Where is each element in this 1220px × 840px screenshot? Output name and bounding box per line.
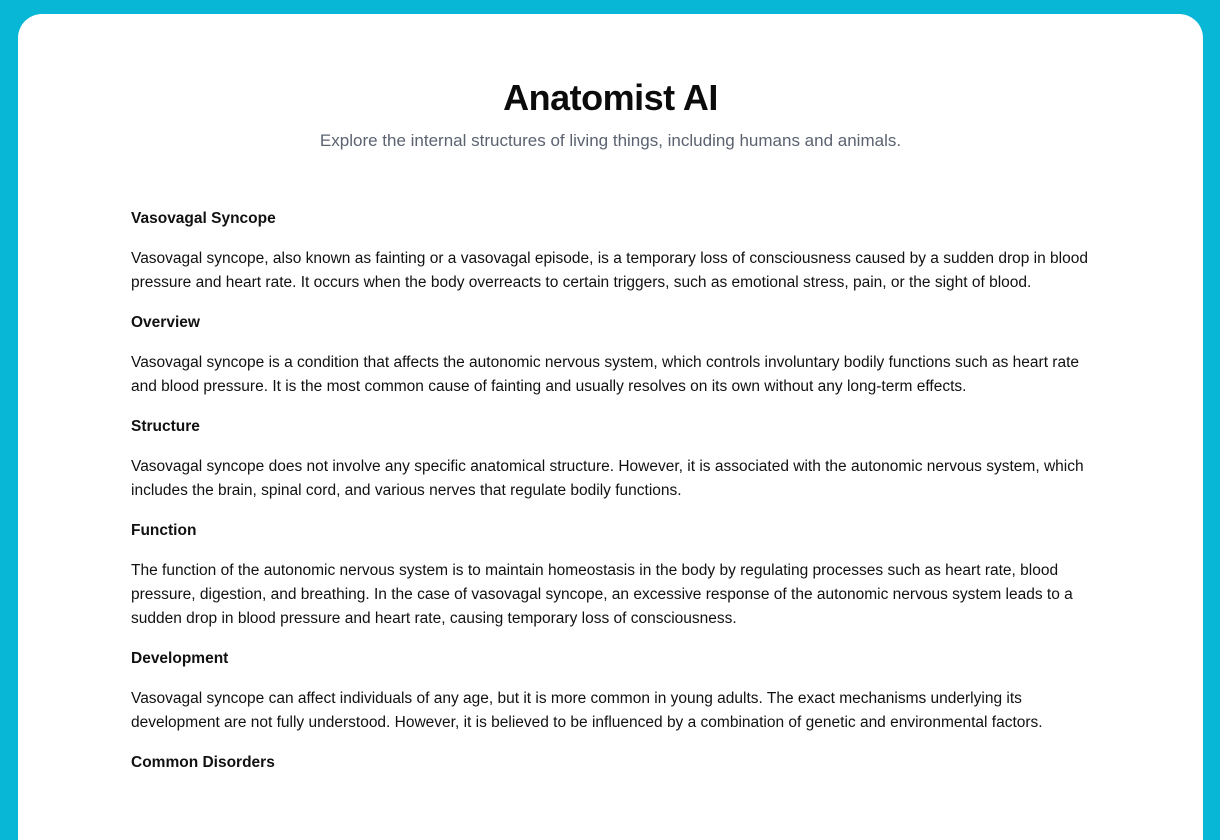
section-function	[131, 519, 1093, 631]
section-heading: Vasovagal Syncope	[131, 210, 276, 227]
main-card	[18, 14, 1203, 840]
app-subtitle: Explore the internal structures of living things, including humans and animals.	[319, 131, 902, 150]
section-paragraph: Vasovagal syncope, also known as fainting or a vasovagal episode, is a temporary loss of consciousness caused by a sudden drop in blood pressure and heart rate. It occurs when the body overreacts to certain triggers, such as emotional stress, pain, or the sight of blood.	[131, 250, 1088, 291]
section-paragraph: Vasovagal syncope does not involve any specific anatomical structure. However, it is associated with the autonomic nervous system, which includes the brain, spinal cord, and various nerves that regulate bodily functions.	[131, 458, 1084, 499]
article-content	[131, 207, 1093, 775]
header	[18, 14, 1203, 152]
section-paragraph: Vasovagal syncope can affect individuals of any age, but it is more common in young adults. The exact mechanisms underlying its development are not fully understood. However, it is believed to be influenced by a combination of genetic and environmental factors.	[131, 690, 1043, 731]
section-heading: Common Disorders	[131, 754, 275, 771]
app-title: Anatomist AI	[503, 77, 718, 118]
section-paragraph: The function of the autonomic nervous system is to maintain homeostasis in the body by regulating processes such as heart rate, blood pressure, digestion, and breathing. In the case of vasovagal syncope, an excessive response of the autonomic nervous system leads to a sudden drop in blood pressure and heart rate, causing temporary loss of consciousness.	[131, 562, 1073, 627]
section-overview	[131, 311, 1093, 399]
section-development	[131, 647, 1093, 735]
section-heading: Function	[131, 522, 197, 539]
section-heading: Development	[131, 650, 229, 667]
section-paragraph: Vasovagal syncope is a condition that affects the autonomic nervous system, which controls involuntary bodily functions such as heart rate and blood pressure. It is the most common cause of fainting and usually resolves on its own without any long-term effects.	[131, 354, 1080, 395]
section-heading: Structure	[131, 418, 200, 435]
section-common-disorders	[131, 751, 1093, 775]
section-vasovagal-syncope	[131, 207, 1093, 295]
section-heading: Overview	[131, 314, 200, 331]
section-structure	[131, 415, 1093, 503]
